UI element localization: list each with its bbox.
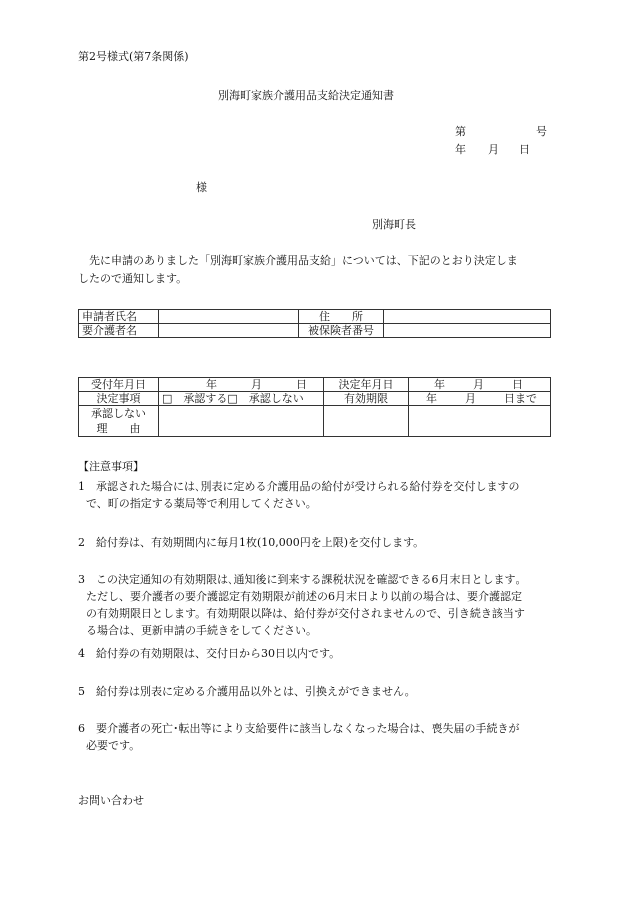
validity-year: 年 [426, 392, 437, 406]
intro-line-2: したので通知します。 [78, 272, 188, 285]
reason-field-2[interactable] [324, 406, 409, 437]
reason-field-3[interactable] [409, 406, 551, 437]
note-3-line-4: る場合は、更新申請の手続きをしてください。 [86, 624, 317, 637]
note-2 [78, 534, 550, 551]
decision-day: 日 [512, 378, 523, 391]
care-recipient-label: 要介護者名 [79, 324, 159, 338]
reason-label-line-2: 理 由 [96, 422, 141, 436]
care-recipient-field[interactable] [159, 324, 299, 338]
note-5 [78, 683, 550, 700]
document-title: 別海町家族介護用品支給決定通知書 [218, 89, 394, 102]
decision-month: 月 [473, 378, 484, 391]
address-label: 住 所 [299, 310, 384, 324]
applicant-name-field[interactable] [159, 310, 299, 324]
note-5-line-1: 5 給付券は別表に定める介護用品以外とは、引換えができません。 [78, 685, 416, 698]
contact-label: お問い合わせ [78, 794, 144, 807]
applicant-table [78, 309, 551, 338]
doc-number-prefix: 第 [455, 125, 466, 138]
notes-heading: 【注意事項】 [78, 460, 144, 473]
issue-date-year: 年 [455, 143, 466, 156]
doc-number-suffix: 号 [536, 125, 547, 138]
intro-line-1: 先に申請のありました「別海町家族介護用品支給」については、下記のとおり決定しま [89, 254, 518, 267]
address-field[interactable] [384, 310, 551, 324]
note-1 [78, 478, 550, 512]
table-row [79, 324, 551, 338]
note-4-line-1: 4 給付券の有効期限は、交付日から30日以内です。 [78, 647, 341, 660]
reason-label-line-1: 承認しない [91, 407, 146, 421]
note-3 [78, 571, 550, 639]
note-4 [78, 645, 550, 662]
decision-table [78, 377, 551, 437]
table-row [79, 378, 551, 392]
decision-year: 年 [434, 378, 445, 391]
issuer-name: 別海町長 [372, 218, 416, 231]
note-1-line-2: で、町の指定する薬局等で利用してください。 [86, 497, 317, 510]
decision-date-field[interactable] [409, 378, 551, 392]
note-3-line-3: の有効期限日とします。有効期限以降は、給付券が交付されませんので、引き続き該当す [86, 607, 525, 620]
form-number: 第2号様式(第7条関係) [78, 50, 189, 63]
received-day: 日 [296, 378, 307, 391]
received-year: 年 [206, 378, 217, 391]
note-3-line-2: ただし、要介護者の要介護認定有効期限が前述の6月末日より以前の場合は、要介護認定 [86, 590, 522, 603]
approve-options[interactable]: □ 承認する□ 承認しない [159, 392, 324, 406]
validity-label: 有効期限 [324, 392, 409, 406]
reason-field[interactable] [159, 406, 324, 437]
note-6 [78, 720, 550, 754]
table-row [79, 392, 551, 406]
note-1-line-1: 1 承認された場合には､別表に定める介護用品の給付が受けられる給付券を交付しますの [78, 480, 520, 493]
note-2-line-1: 2 給付券は、有効期間内に毎月1枚(10,000円を上限)を交付します。 [78, 536, 425, 549]
validity-field[interactable] [409, 392, 551, 406]
validity-day-until: 日まで [504, 392, 537, 406]
table-row [79, 406, 551, 437]
decision-date-label: 決定年月日 [324, 378, 409, 392]
note-6-line-2: 必要です。 [86, 739, 141, 752]
received-month: 月 [251, 378, 262, 391]
applicant-name-label: 申請者氏名 [79, 310, 159, 324]
decision-items-label: 決定事項 [79, 392, 159, 406]
note-3-line-1: 3 この決定通知の有効期限は､通知後に到来する課税状況を確認できる6月末日とします｡ [78, 573, 521, 586]
validity-month: 月 [465, 392, 476, 406]
issue-date-day: 日 [519, 143, 530, 156]
note-6-line-1: 6 要介護者の死亡･転出等により支給要件に該当しなくなった場合は、喪失届の手続きが [78, 722, 520, 735]
addressee-suffix: 様 [196, 181, 207, 194]
received-date-field[interactable] [159, 378, 324, 392]
received-date-label: 受付年月日 [79, 378, 159, 392]
table-row [79, 310, 551, 324]
insured-number-label: 被保険者番号 [299, 324, 384, 338]
issue-date-month: 月 [488, 143, 499, 156]
insured-number-field[interactable] [384, 324, 551, 338]
reason-label [79, 406, 159, 437]
